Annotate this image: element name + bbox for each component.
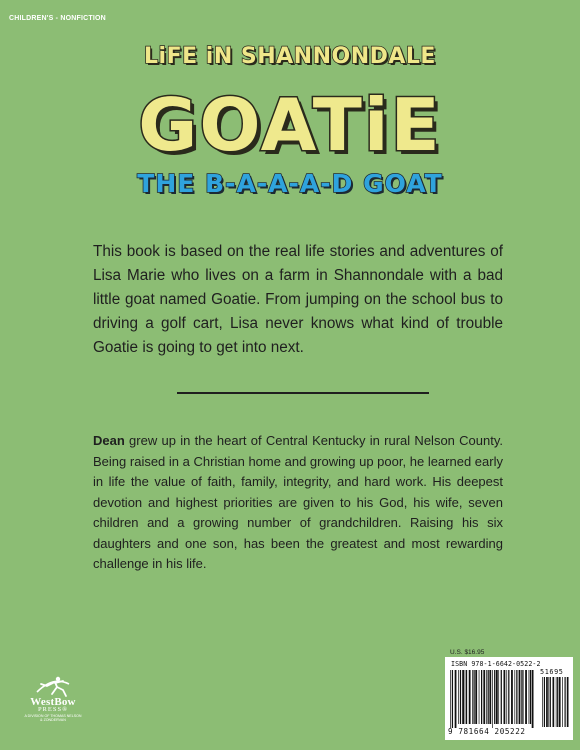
publisher-logo [18, 672, 88, 738]
category-label: CHILDREN'S - NONFICTION [9, 15, 106, 22]
author-bio [93, 431, 503, 575]
series-title: LiFE iN SHANNONDALE [144, 44, 436, 69]
author-bio-text: grew up in the heart of Central Kentucky in rural Nelson County. Being raised in a Christian home and growing up poor, he learned early in life the value of faith, family, integrity, and hard work. His deepest devotion and highest priorities are given to his God, his wife, seven children and a growing number of grandchildren. Raising his six daughters and one son, has been the greatest and most rewarding challenge in his life. [93, 433, 503, 571]
book-title: GOATiE [138, 83, 442, 167]
book-subtitle: THE B-A-A-A-D GOAT [137, 169, 443, 198]
book-blurb: This book is based on the real life stories and adventures of Lisa Marie who lives on a farm in Shannondale with a bad little goat named Goatie. From jumping on the school bus to driving a golf cart, Lisa never knows what kind of trouble Goatie is going to get into next. [93, 243, 503, 356]
publisher-press: PRESS® [37, 706, 69, 713]
isbn-text: ISBN 978-1-6642-0522-2 [451, 660, 541, 668]
addon-barcode [541, 677, 571, 727]
section-divider [177, 392, 429, 394]
leaping-figure-icon [33, 672, 73, 698]
ean-digits: 9 781664 205222 [448, 727, 526, 736]
barcode-box [445, 657, 573, 740]
ean-barcode [449, 670, 537, 728]
addon-digits: 51695 [540, 668, 564, 676]
author-name: Dean [93, 433, 125, 448]
publisher-subline: A DIVISION OF THOMAS NELSON & ZONDERVAN [24, 714, 82, 722]
publisher-name: WestBow [30, 696, 76, 708]
price-label: U.S. $16.95 [450, 649, 485, 656]
